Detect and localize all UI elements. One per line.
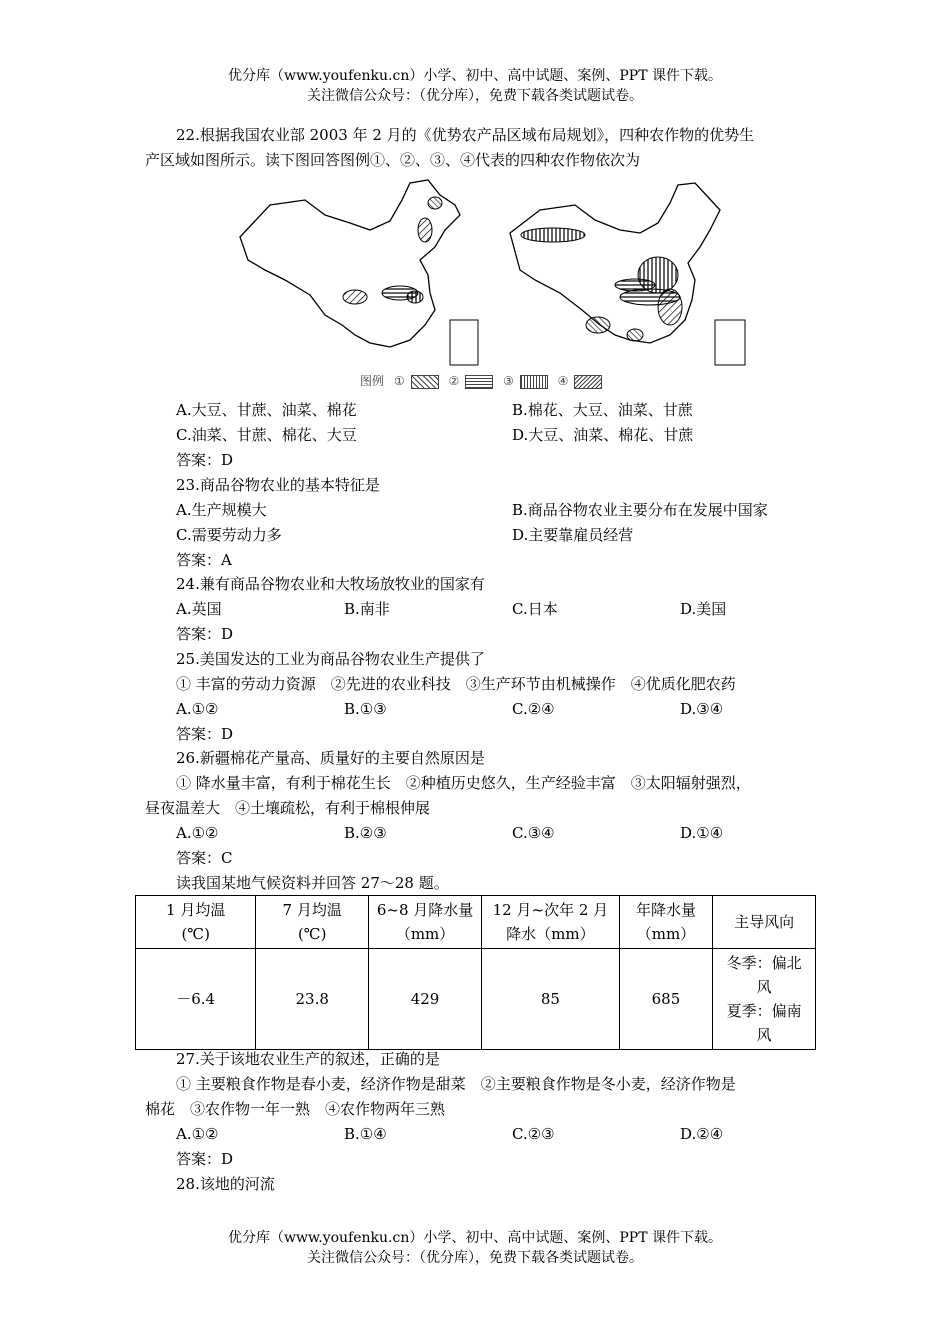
q22-option-c[interactable]: C.油菜、甘蔗、棉花、大豆 [176, 426, 357, 444]
table-cell-wind: 冬季：偏北 风 夏季：偏南 风 [713, 949, 816, 1050]
q24-option-a[interactable]: A.英国 [176, 600, 222, 618]
q25-option-c[interactable]: C.②④ [512, 700, 555, 718]
legend-item-1: ① [393, 374, 405, 388]
header-line-1: 优分库（www.youfenku.cn）小学、初中、高中试题、案例、PPT 课件下载。 [227, 68, 722, 84]
legend-item-4: ④ [557, 374, 569, 388]
q23-option-c[interactable]: C.需要劳动力多 [176, 526, 282, 544]
table-cell: －6.4 [136, 949, 256, 1050]
q26-stem: 26.新疆棉花产量高、质量好的主要自然原因是 [176, 749, 485, 767]
legend-label: 图例 [360, 374, 385, 388]
legend-item-3: ③ [503, 374, 514, 388]
q27-stem: 27.关于该地农业生产的叙述，正确的是 [176, 1050, 440, 1068]
legend-swatch-1 [411, 375, 439, 389]
header-cell: 12 月~次年 2 月 降水（mm） [482, 896, 620, 949]
q25-option-a[interactable]: A.①② [176, 700, 219, 718]
map-right [510, 183, 745, 365]
table-cell: 85 [482, 949, 620, 1050]
q25-answer: 答案：D [176, 725, 234, 743]
q27-option-b[interactable]: B.①④ [344, 1125, 387, 1143]
map-legend [360, 372, 608, 389]
q25-stem: 25.美国发达的工业为商品谷物农业生产提供了 [176, 650, 485, 668]
q22-option-d[interactable]: D.大豆、油菜、棉花、甘蔗 [512, 426, 694, 444]
table-cell: 429 [369, 949, 482, 1050]
q27-option-a[interactable]: A.①② [176, 1125, 219, 1143]
q22-option-b[interactable]: B.棉花、大豆、油菜、甘蔗 [512, 401, 693, 419]
table-row [136, 949, 816, 1050]
q26-items: ① 降水量丰富，有利于棉花生长 ②种植历史悠久，生产经验丰富 ③太阳辐射强烈， [176, 774, 751, 792]
footer-line-2: 关注微信公众号：（优分库），免费下载各类试题试卷。 [307, 1250, 643, 1266]
footer-line-1: 优分库（www.youfenku.cn）小学、初中、高中试题、案例、PPT 课件下载。 [227, 1230, 722, 1246]
q26-option-b[interactable]: B.②③ [344, 824, 387, 842]
header-cell: 1 月均温 (℃) [136, 896, 256, 949]
header-cell: 7 月均温 (℃) [256, 896, 369, 949]
q23-option-b[interactable]: B.商品谷物农业主要分布在发展中国家 [512, 501, 768, 519]
q27-items-cont: 棉花 ③农作物一年一熟 ④农作物两年三熟 [145, 1100, 446, 1118]
q22-stem-cont: 产区域如图所示。读下图回答图例①、②、③、④代表的四种农作物依次为 [145, 151, 641, 169]
q26-answer: 答案：C [176, 849, 233, 867]
header-line-2: 关注微信公众号：（优分库），免费下载各类试题试卷。 [307, 88, 643, 104]
header-cell: 主导风向 [713, 896, 816, 949]
q27-items: ① 主要粮食作物是春小麦，经济作物是甜菜 ②主要粮食作物是冬小麦，经济作物是 [176, 1075, 736, 1093]
q27-answer: 答案：D [176, 1150, 234, 1168]
legend-swatch-4 [574, 375, 602, 389]
q24-option-b[interactable]: B.南非 [344, 600, 390, 618]
q26-option-d[interactable]: D.①④ [680, 824, 724, 842]
q22-option-a[interactable]: A.大豆、甘蔗、油菜、棉花 [176, 401, 357, 419]
q23-option-d[interactable]: D.主要靠雇员经营 [512, 526, 634, 544]
header-cell: 6~8 月降水量 （mm） [369, 896, 482, 949]
q22-answer: 答案：D [176, 451, 234, 469]
q24-option-d[interactable]: D.美国 [680, 600, 727, 618]
q27-option-d[interactable]: D.②④ [680, 1125, 724, 1143]
q23-stem: 23.商品谷物农业的基本特征是 [176, 476, 380, 494]
q26-items-cont: 昼夜温差大 ④土壤疏松，有利于棉根伸展 [145, 799, 431, 817]
q23-option-a[interactable]: A.生产规模大 [176, 501, 267, 519]
map-left [240, 180, 478, 365]
table-header-row [136, 896, 816, 949]
q27-option-c[interactable]: C.②③ [512, 1125, 555, 1143]
q26-option-c[interactable]: C.③④ [512, 824, 555, 842]
q22-stem: 22.根据我国农业部 2003 年 2 月的《优势农产品区域布局规划》，四种农作物的优势生 [176, 126, 755, 144]
header-cell: 年降水量 （mm） [619, 896, 712, 949]
climate-table [135, 895, 816, 1050]
q25-option-b[interactable]: B.①③ [344, 700, 387, 718]
crop-distribution-maps [230, 175, 750, 370]
q25-option-d[interactable]: D.③④ [680, 700, 724, 718]
q24-stem: 24.兼有商品谷物农业和大牧场放牧业的国家有 [176, 575, 485, 593]
q24-option-c[interactable]: C.日本 [512, 600, 558, 618]
table-cell: 685 [619, 949, 712, 1050]
q23-answer: 答案：A [176, 551, 232, 569]
legend-swatch-3 [520, 375, 548, 389]
q28-stem: 28.该地的河流 [176, 1175, 275, 1193]
q25-items: ① 丰富的劳动力资源 ②先进的农业科技 ③生产环节由机械操作 ④优质化肥农药 [176, 675, 736, 693]
q26-option-a[interactable]: A.①② [176, 824, 219, 842]
climate-intro: 读我国某地气候资料并回答 27～28 题。 [176, 874, 449, 892]
table-cell: 23.8 [256, 949, 369, 1050]
legend-swatch-2 [465, 375, 493, 389]
q24-answer: 答案：D [176, 625, 234, 643]
legend-item-2: ② [448, 374, 460, 388]
